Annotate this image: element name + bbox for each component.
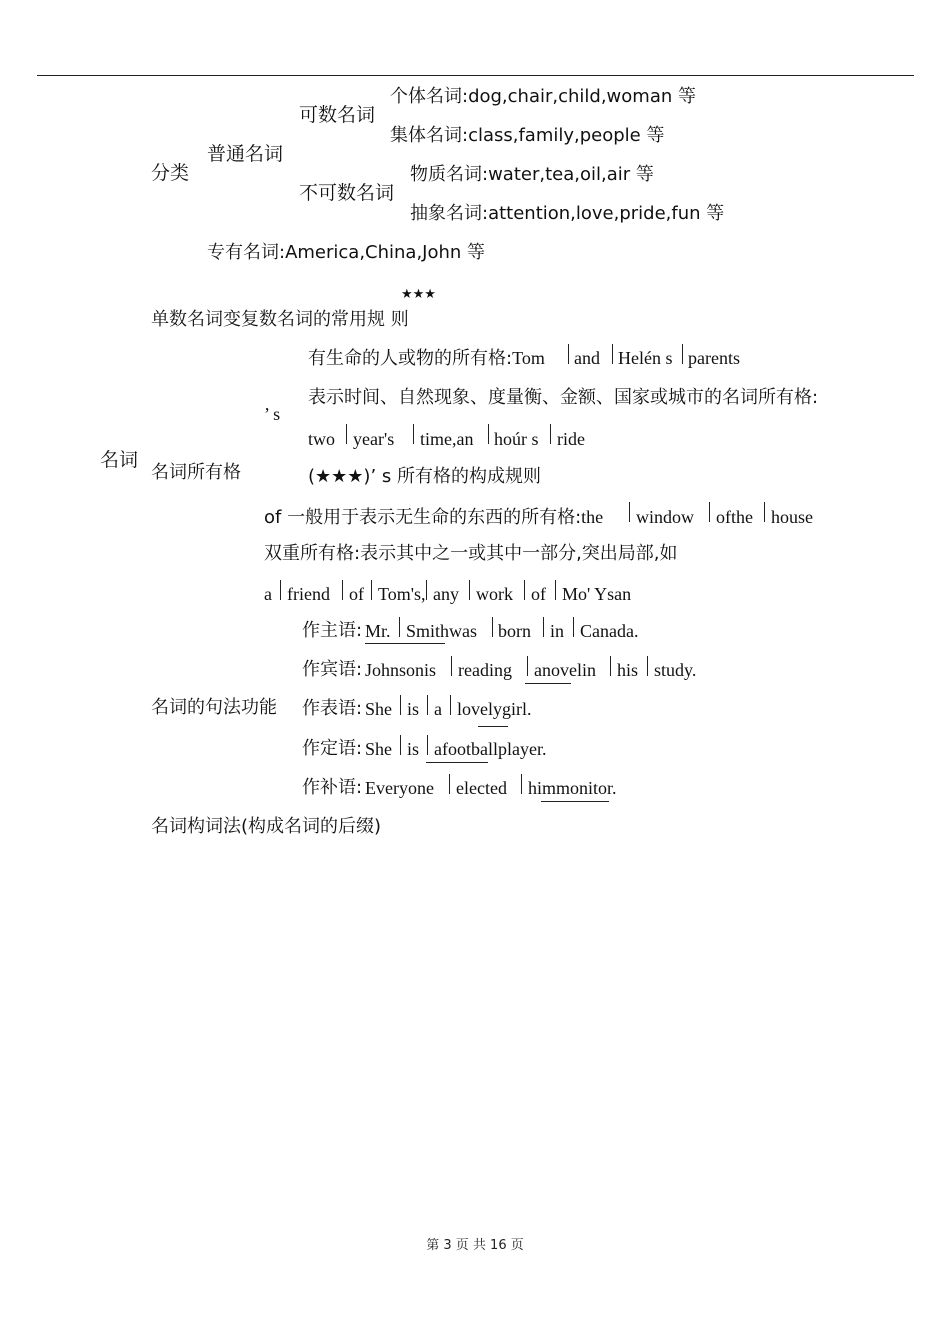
predicative-word: a	[434, 699, 442, 719]
animate-possessive-line: 有生命的人或物的所有格:Tom	[308, 348, 545, 369]
time-word: time,an	[420, 429, 474, 449]
word-divider	[342, 580, 343, 600]
word-divider	[521, 774, 522, 794]
double-word: of	[531, 584, 546, 604]
word-divider	[427, 735, 428, 755]
of-word: house	[771, 507, 813, 527]
predicative-word: She	[365, 699, 392, 719]
animate-word: and	[574, 348, 600, 368]
object-word: his	[617, 660, 639, 680]
word-divider	[469, 580, 470, 600]
word-divider	[427, 695, 428, 715]
predicative-underline	[478, 726, 508, 727]
uncountable-label: 不可数名词	[299, 182, 395, 204]
word-divider	[610, 656, 611, 676]
collective-noun: 集体名词:class,family,people 等	[390, 125, 665, 146]
possessive-label: 名词所有格	[151, 462, 241, 483]
possessive-rule: (★★★)’ s 所有格的构成规则	[308, 466, 541, 487]
subject-word: in	[550, 621, 565, 641]
time-word: two	[308, 429, 335, 449]
complement-underline	[541, 801, 609, 802]
complement-word: Everyone	[365, 778, 434, 798]
common-noun-label: 普通名词	[207, 143, 284, 165]
word-divider	[399, 617, 400, 637]
syntax-function-label: 名词的句法功能	[151, 697, 277, 718]
complement-label: 作补语:	[302, 777, 363, 798]
word-divider	[555, 580, 556, 600]
word-divider	[543, 617, 544, 637]
word-divider	[492, 617, 493, 637]
attributive-word: She	[365, 739, 392, 759]
word-divider	[682, 344, 683, 364]
object-label: 作宾语:	[302, 659, 363, 680]
subject-label: 作主语:	[302, 620, 363, 641]
word-divider	[709, 502, 710, 522]
double-possessive-label: 双重所有格:表示其中之一或其中一部分,突出局部,如	[264, 543, 678, 564]
subject-word: Mr.	[365, 621, 391, 641]
page-footer: 第 3 页 共 16 页	[426, 1238, 524, 1253]
proper-noun: 专有名词:America,China,John 等	[207, 242, 486, 263]
animate-word: parents	[688, 348, 740, 368]
word-divider	[400, 695, 401, 715]
subject-word: born	[498, 621, 531, 641]
word-divider	[346, 424, 347, 444]
word-divider	[488, 424, 489, 444]
word-divider	[400, 735, 401, 755]
time-word: ride	[557, 429, 585, 449]
word-divider	[524, 580, 525, 600]
object-word: Johnsonis	[365, 660, 437, 680]
word-divider	[647, 656, 648, 676]
double-word: friend	[287, 584, 330, 604]
word-divider	[426, 580, 427, 600]
plural-rule-label: 单数名词变复数名词的常用规 则	[151, 309, 409, 330]
word-divider	[764, 502, 765, 522]
of-word: window	[636, 507, 694, 527]
word-divider	[413, 424, 414, 444]
word-divider	[573, 617, 574, 637]
object-word: reading	[458, 660, 512, 680]
double-word: Mo' Ysan	[562, 584, 632, 604]
attributive-label: 作定语:	[302, 738, 363, 759]
word-divider	[371, 580, 372, 600]
animate-word: Helén s	[618, 348, 673, 368]
attributive-word: afootballplayer.	[434, 739, 547, 759]
complement-word: himmonitor.	[528, 778, 617, 798]
root-noun: 名词	[100, 449, 139, 471]
plural-stars: ★★★	[401, 286, 436, 301]
time-possessive-label: 表示时间、自然现象、度量衡、金额、国家或城市的名词所有格:	[308, 387, 819, 408]
attributive-word: is	[407, 739, 420, 759]
word-divider	[550, 424, 551, 444]
double-word: Tom's,	[378, 584, 426, 604]
object-underline	[525, 683, 571, 684]
apostrophe-s-label: ’ s	[264, 404, 281, 424]
double-word: any	[433, 584, 459, 604]
classification-label: 分类	[151, 162, 190, 184]
predicative-word: lovelygirl.	[457, 699, 532, 719]
word-divider	[451, 656, 452, 676]
time-word: hoúr s	[494, 429, 539, 449]
abstract-noun: 抽象名词:attention,love,pride,fun 等	[410, 203, 725, 224]
word-divider	[527, 656, 528, 676]
header-rule	[37, 75, 914, 76]
word-divider	[280, 580, 281, 600]
time-word: year's	[353, 429, 395, 449]
word-formation-label: 名词构词法(构成名词的后缀)	[151, 816, 382, 837]
predicative-label: 作表语:	[302, 698, 363, 719]
object-word: study.	[654, 660, 697, 680]
predicative-word: is	[407, 699, 420, 719]
material-noun: 物质名词:water,tea,oil,air 等	[410, 164, 654, 185]
double-word: work	[476, 584, 513, 604]
word-divider	[612, 344, 613, 364]
countable-label: 可数名词	[299, 104, 376, 126]
double-word: a	[264, 584, 272, 604]
attributive-underline	[426, 762, 488, 763]
word-divider	[568, 344, 569, 364]
individual-noun: 个体名词:dog,chair,child,woman 等	[390, 86, 696, 107]
word-divider	[449, 774, 450, 794]
subject-underline	[365, 643, 445, 644]
word-divider	[629, 502, 630, 522]
subject-word: Canada.	[580, 621, 639, 641]
word-divider	[450, 695, 451, 715]
of-word: ofthe	[716, 507, 753, 527]
of-possessive-line: of 一般用于表示无生命的东西的所有格:the	[264, 507, 604, 528]
object-word: anovelin	[534, 660, 596, 680]
double-word: of	[349, 584, 364, 604]
subject-word: Smithwas	[406, 621, 478, 641]
complement-word: elected	[456, 778, 507, 798]
